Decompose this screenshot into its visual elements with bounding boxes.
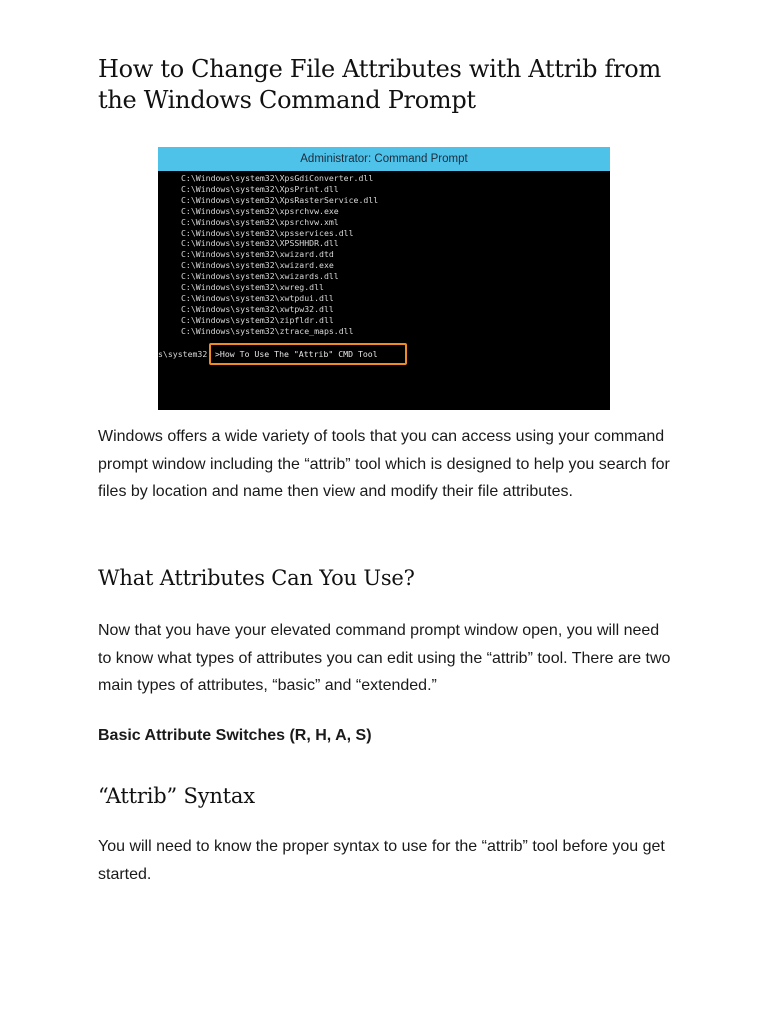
output-line: C:\Windows\system32\XpsGdiConverter.dll — [181, 173, 374, 183]
command-prompt-screenshot — [158, 147, 610, 410]
command-output — [181, 173, 378, 337]
output-line: C:\Windows\system32\zipfldr.dll — [181, 314, 334, 325]
basic-switches-subheading: Basic Attribute Switches (R, H, A, S) — [98, 727, 372, 744]
syntax-paragraph: You will need to know the proper syntax to use for the “attrib” tool before you get started. — [98, 838, 665, 883]
output-line: C:\Windows\system32\xpsrchvw.xml — [181, 216, 339, 227]
typed-command: >How To Use The "Attrib" CMD Tool — [215, 349, 378, 359]
output-line: C:\Windows\system32\xwtpw32.dll — [181, 303, 334, 314]
output-line: C:\Windows\system32\xpsrchvw.exe — [181, 205, 339, 216]
output-line: C:\Windows\system32\xwtpdui.dll — [181, 292, 334, 303]
article-title: How to Change File Attributes with Attrib from the Windows Command Prompt — [98, 55, 661, 114]
attributes-paragraph: Now that you have your elevated command prompt window open, you will need to know what types of attributes you can edit using the “attrib” tool. There are two main types of attributes, “basic” and “extended.” — [98, 622, 671, 694]
output-line: C:\Windows\system32\xwizard.dtd — [181, 249, 334, 260]
output-line: C:\Windows\system32\XPSSHHDR.dll — [181, 238, 339, 249]
prompt-path: s\system32 — [158, 349, 208, 359]
window-title: Administrator: Command Prompt — [158, 147, 610, 171]
output-line: C:\Windows\system32\xwizard.exe — [181, 260, 334, 271]
intro-paragraph: Windows offers a wide variety of tools that you can access using your command prompt window including the “attrib” tool which is designed to help you search for files by location and name then view and modify their file attributes. — [98, 428, 670, 500]
output-line: C:\Windows\system32\xpsservices.dll — [181, 227, 354, 238]
section-heading-syntax: “Attrib” Syntax — [98, 784, 255, 808]
output-line: C:\Windows\system32\XpsPrint.dll — [181, 183, 339, 194]
section-heading-attributes: What Attributes Can You Use? — [98, 566, 415, 590]
output-line: C:\Windows\system32\ztrace_maps.dll — [181, 325, 354, 336]
output-line: C:\Windows\system32\xwizards.dll — [181, 271, 339, 282]
output-line: C:\Windows\system32\XpsRasterService.dll — [181, 194, 379, 205]
output-line: C:\Windows\system32\xwreg.dll — [181, 282, 324, 293]
